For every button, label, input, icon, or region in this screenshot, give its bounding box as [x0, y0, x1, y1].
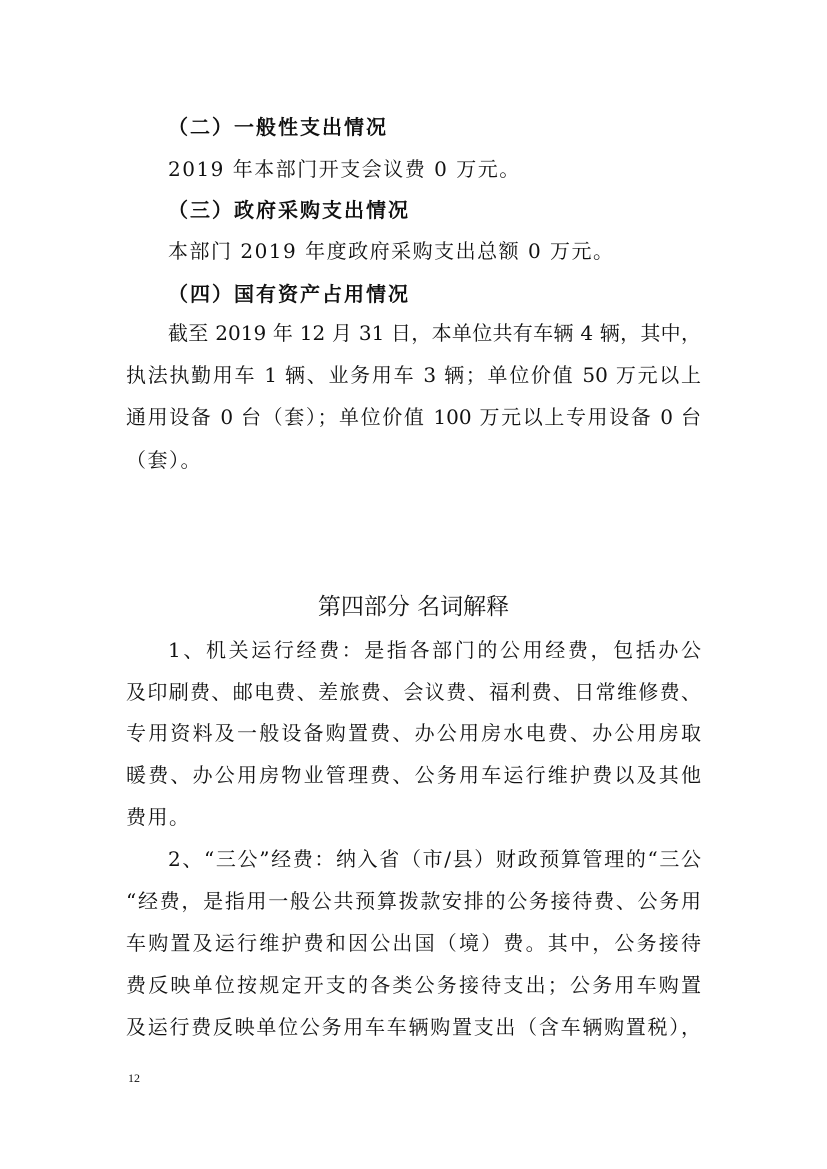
definition-2-line: “经费，是指用一般公共预算拨款安排的公务接待费、公务用 — [126, 889, 701, 913]
paragraph-procurement: 本部门 2019 年度政府采购支出总额 0 万元。 — [168, 239, 615, 263]
assets-line: 通用设备 0 台（套）；单位价值 100 万元以上专用设备 0 台 — [126, 405, 701, 429]
definition-1-line: 1、机关运行经费：是指各部门的公用经费，包括办公 — [168, 638, 701, 662]
definition-2-line: 2、“三公”经费：纳入省（市/县）财政预算管理的“三公 — [168, 847, 701, 871]
assets-line: 截至 2019 年 12 月 31 日，本单位共有车辆 4 辆，其中， — [168, 321, 701, 345]
section-title: 第四部分 名词解释 — [317, 594, 510, 620]
assets-line: （套）。 — [126, 448, 202, 472]
definition-1-line: 专用资料及一般设备购置费、办公用房水电费、办公用房取 — [126, 721, 701, 745]
paragraph-general-expense: 2019 年本部门开支会议费 0 万元。 — [168, 157, 521, 181]
page-number: 12 — [128, 1071, 140, 1085]
assets-line: 执法执勤用车 1 辆、业务用车 3 辆；单位价值 50 万元以上 — [126, 363, 701, 387]
heading-general-expense: （二）一般性支出情况 — [168, 115, 388, 139]
definition-2-line: 费反映单位按规定开支的各类公务接待支出；公务用车购置 — [126, 973, 701, 997]
definition-2-line: 车购置及运行维护费和因公出国（境）费。其中，公务接待 — [126, 931, 701, 955]
definition-1-line: 及印刷费、邮电费、差旅费、会议费、福利费、日常维修费、 — [126, 680, 701, 704]
definition-1-line: 暖费、办公用房物业管理费、公务用车运行维护费以及其他 — [126, 763, 701, 787]
definition-1-line: 费用。 — [126, 805, 191, 829]
definition-2-line: 及运行费反映单位公务用车车辆购置支出（含车辆购置税）， — [126, 1015, 701, 1039]
heading-procurement: （三）政府采购支出情况 — [168, 198, 410, 222]
heading-assets: （四）国有资产占用情况 — [168, 282, 410, 306]
